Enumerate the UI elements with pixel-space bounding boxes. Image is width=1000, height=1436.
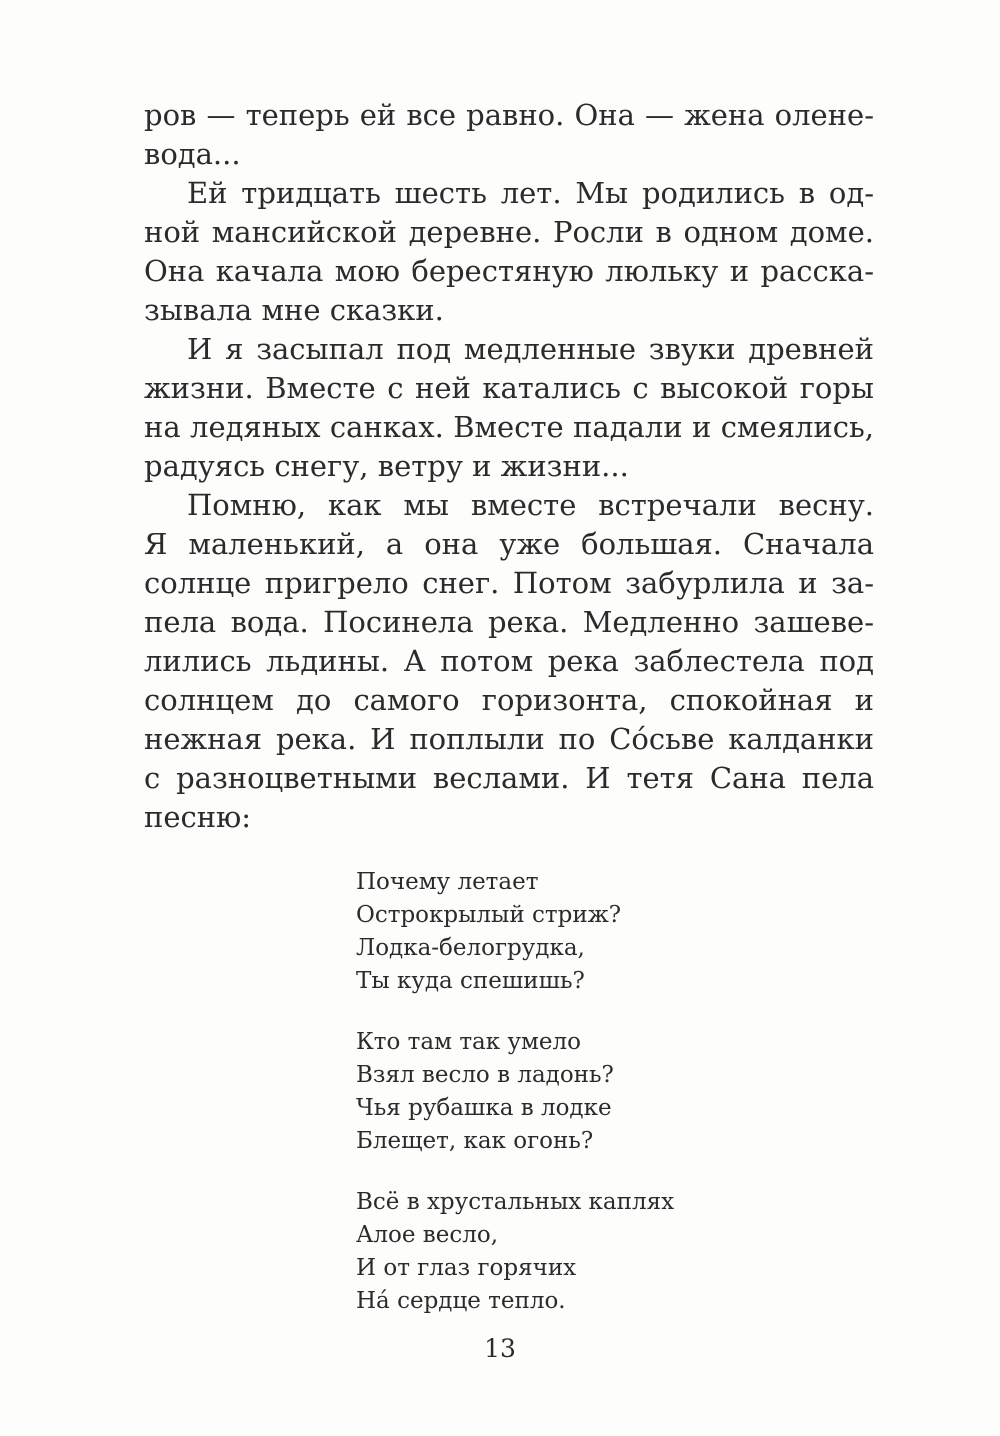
text-line: солнцем до самого горизонта, спокойная и [144,683,874,717]
text-line: Помню, как мы вместе встречали весну. [187,488,874,522]
poem-stanza [356,1026,756,1158]
text-line: лились льдины. А потом река заблестела под [144,644,874,678]
text-line: солнце пригрело снег. Потом забурлила и за- [144,566,874,600]
poem-line: Лодка-белогрудка, [356,935,585,961]
text-line: на ледяных санках. Вместе падали и смеялись, [144,410,874,444]
text-line: Я маленький, а она уже большая. Сначала [144,527,874,561]
poem [356,866,756,1346]
text-line: нежная река. И поплыли по Со́сьве калданки [144,722,874,756]
poem-line: Кто там так умело [356,1029,581,1055]
text-line: Она качала мою берестяную люльку и расска- [144,254,874,288]
poem-stanza [356,1186,756,1318]
text-line: пела вода. Посинела река. Медленно зашеве- [144,605,874,639]
poem-line: Чья рубашка в лодке [356,1095,612,1121]
poem-stanza [356,866,756,998]
text-line: радуясь снегу, ветру и жизни... [144,449,629,483]
page-number: 13 [484,1334,516,1363]
poem-line: Всё в хрустальных каплях [356,1189,675,1215]
prose-text [144,96,874,837]
text-line: песню: [144,800,252,834]
text-line: вода... [144,137,241,171]
text-line: Ей тридцать шесть лет. Мы родились в од- [187,176,874,210]
text-line: с разноцветными веслами. И тетя Сана пела [144,761,874,795]
poem-line: Острокрылый стриж? [356,902,622,928]
text-line: зывала мне сказки. [144,293,444,327]
poem-line: Почему летает [356,869,539,895]
text-line: ной мансийской деревне. Росли в одном доме. [144,215,874,249]
poem-line: Алое весло, [356,1222,499,1248]
text-line: жизни. Вместе с ней катались с высокой горы [144,371,874,405]
poem-line: Блещет, как огонь? [356,1128,594,1154]
poem-line: Взял весло в ладонь? [356,1062,614,1088]
poem-line: Ты куда спешишь? [356,968,585,994]
poem-line: И от глаз горячих [356,1255,577,1281]
text-line: ров — теперь ей все равно. Она — жена олене- [144,98,874,132]
text-line: И я засыпал под медленные звуки древней [187,332,874,366]
poem-line: На́ сердце тепло. [356,1288,566,1314]
